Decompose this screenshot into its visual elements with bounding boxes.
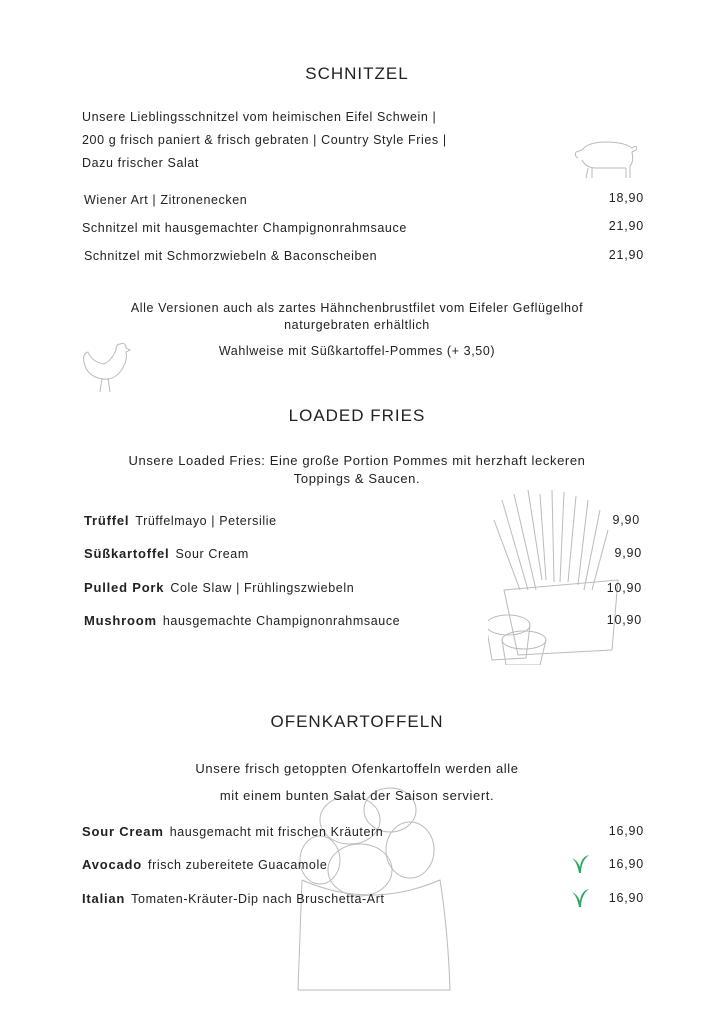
menu-item-price: 16,90 bbox=[608, 891, 644, 905]
menu-item bbox=[84, 613, 400, 628]
section-title-loaded-fries: LOADED FRIES bbox=[288, 406, 426, 425]
menu-item-desc: hausgemachte Champignonrahmsauce bbox=[162, 614, 401, 628]
chicken-note: Alle Versionen auch als zartes Hähnchenbrustfilet vom Eifeler Geflügelhof bbox=[130, 301, 584, 315]
chicken-note: naturgebraten erhältlich bbox=[284, 318, 430, 332]
menu-item-price: 16,90 bbox=[608, 857, 644, 871]
loaded-fries-intro: Toppings & Saucen. bbox=[293, 471, 421, 486]
menu-item bbox=[82, 857, 327, 872]
menu-item-price: 18,90 bbox=[608, 191, 644, 205]
menu-item-price: 10,90 bbox=[606, 581, 642, 595]
menu-item-price: 21,90 bbox=[608, 248, 644, 262]
schnitzel-intro-line: Dazu frischer Salat bbox=[82, 156, 199, 170]
menu-item-price: 9,90 bbox=[614, 546, 642, 560]
menu-item bbox=[84, 513, 277, 528]
menu-item bbox=[82, 891, 385, 906]
menu-item-desc: Cole Slaw | Frühlingszwiebeln bbox=[170, 581, 355, 595]
ofenkartoffeln-intro: mit einem bunten Salat der Saison serviert. bbox=[219, 788, 495, 803]
menu-item-desc: hausgemacht mit frischen Kräutern bbox=[169, 825, 384, 839]
menu-item-name: Süßkartoffel bbox=[84, 546, 170, 561]
schnitzel-intro-line: 200 g frisch paniert & frisch gebraten | Country Style Fries | bbox=[82, 133, 447, 147]
menu-item bbox=[84, 546, 249, 561]
menu-item-name: Schnitzel mit hausgemachter Champignonrahmsauce bbox=[82, 221, 407, 235]
pig-icon bbox=[572, 138, 640, 180]
menu-item bbox=[82, 824, 383, 839]
schnitzel-intro-line: Unsere Lieblingsschnitzel vom heimischen Eifel Schwein | bbox=[82, 110, 437, 124]
section-title-ofenkartoffeln: OFENKARTOFFELN bbox=[270, 712, 444, 731]
menu-item-name: Pulled Pork bbox=[84, 580, 165, 595]
menu-item-desc: frisch zubereitete Guacamole bbox=[148, 858, 328, 872]
ofenkartoffeln-intro: Unsere frisch getoppten Ofenkartoffeln werden alle bbox=[195, 761, 519, 776]
menu-item-name: Mushroom bbox=[84, 613, 157, 628]
menu-item-desc: Sour Cream bbox=[175, 547, 249, 561]
menu-item-price: 16,90 bbox=[608, 824, 644, 838]
menu-item-name: Wiener Art | Zitronenecken bbox=[84, 193, 248, 207]
menu-item-desc: Trüffelmayo | Petersilie bbox=[135, 514, 277, 528]
sweet-potato-note: Wahlweise mit Süßkartoffel-Pommes (+ 3,50) bbox=[218, 344, 496, 358]
menu-item-name: Schnitzel mit Schmorzwiebeln & Baconscheiben bbox=[84, 249, 378, 263]
menu-item-name: Trüffel bbox=[84, 513, 130, 528]
menu-item-name: Sour Cream bbox=[82, 824, 164, 839]
menu-item-price: 21,90 bbox=[608, 219, 644, 233]
menu-item-name: Avocado bbox=[82, 857, 143, 872]
menu-item-price: 10,90 bbox=[606, 613, 642, 627]
loaded-fries-intro: Unsere Loaded Fries: Eine große Portion Pommes mit herzhaft leckeren bbox=[128, 453, 586, 468]
menu-item-name: Italian bbox=[82, 891, 126, 906]
potato-sack-illustration bbox=[290, 780, 460, 1000]
menu-item-desc: Tomaten-Kräuter-Dip nach Bruschetta-Art bbox=[131, 892, 385, 906]
section-title-schnitzel: SCHNITZEL bbox=[305, 64, 409, 83]
menu-item-price: 9,90 bbox=[612, 513, 640, 527]
menu-item bbox=[84, 580, 354, 595]
